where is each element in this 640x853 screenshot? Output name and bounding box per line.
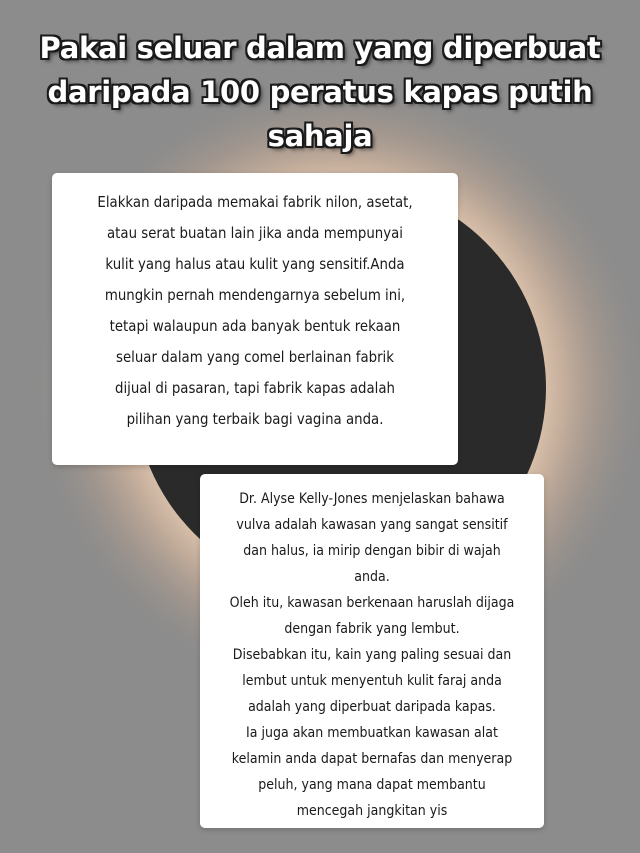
card-paragraph: Dr. Alyse Kelly-Jones menjelaskan bahawa vulva adalah kawasan yang sangat sensitif dan halus, ia mirip dengan bibir di wajah anda. (236, 491, 508, 585)
card-paragraph: Oleh itu, kawasan berkenaan haruslah dijaga dengan fabrik yang lembut. (229, 595, 515, 637)
card-paragraph: Disebabkan itu, kain yang paling sesuai dan lembut untuk menyentuh kulit faraj anda adalah yang diperbuat daripada kapas. (232, 647, 512, 715)
page-title: Pakai seluar dalam yang diperbuat daripada 100 peratus kapas putih sahaja (39, 31, 601, 153)
text-card-fabric-advice (52, 173, 458, 465)
card-paragraph: Elakkan daripada memakai fabrik nilon, asetat, atau serat buatan lain jika anda mempunyai kulit yang halus atau kulit yang sensitif.Anda mungkin pernah mendengarnya sebelum ini, tetapi walaupun ada banyak bentuk rekaan seluar dalam yang comel berlainan fabrik dijual di pasaran, tapi fabrik kapas adalah pilihan yang terbaik bagi vagina anda. (97, 193, 413, 428)
text-card-doctor-explanation (200, 474, 544, 828)
card-paragraph: Ia juga akan membuatkan kawasan alat kelamin anda dapat bernafas dan menyerap peluh, yang mana dapat membantu mencegah jangkitan yis (231, 725, 513, 819)
